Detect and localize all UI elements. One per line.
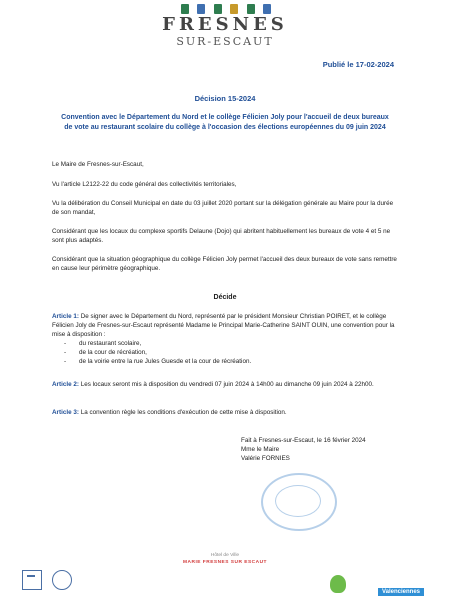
emblem-icon bbox=[230, 4, 238, 14]
preamble-considering-college: Considérant que la situation géographique du collège Félicien Joly permet l'accueil des deux bureaux de vote sans remettre en cause leur périmètre géographique. bbox=[52, 256, 397, 272]
signature-block bbox=[241, 436, 366, 463]
footer bbox=[0, 553, 450, 566]
emblem-icon bbox=[214, 4, 222, 14]
world-heritage-logo-icon bbox=[52, 570, 72, 590]
valenciennes-logo: Valenciennes bbox=[378, 588, 424, 596]
decide-heading: Décide bbox=[213, 294, 237, 301]
article-2-label: Article 2: bbox=[52, 381, 79, 388]
article-2 bbox=[52, 380, 398, 389]
unesco-logo-icon bbox=[22, 570, 42, 590]
signature-name: Valérie FORNIES bbox=[241, 455, 290, 462]
official-stamp-icon bbox=[261, 473, 337, 531]
footer-line: Hôtel de Ville bbox=[210, 553, 240, 558]
emblem-icon bbox=[263, 4, 271, 14]
emblem-icon bbox=[247, 4, 255, 14]
emblem-icon bbox=[197, 4, 205, 14]
decision-subject: Convention avec le Département du Nord et le collège Félicien Joly pour l'accueil de deux bureaux de vote au restaurant scolaire du collège à l'occasion des élections européennes du 09 juin 2024 bbox=[61, 114, 389, 131]
list-item: - de la cour de récréation, bbox=[52, 348, 398, 357]
article-1-items bbox=[52, 339, 398, 366]
signature-role: Mme le Maire bbox=[241, 446, 280, 453]
city-subtitle: SUR-ESCAUT bbox=[176, 35, 274, 48]
city-name: FRESNES bbox=[162, 14, 288, 35]
preamble-mayor: Le Maire de Fresnes-sur-Escaut, bbox=[52, 161, 144, 168]
article-3-label: Article 3: bbox=[52, 409, 79, 416]
mascot-logo-icon bbox=[330, 575, 346, 593]
signature-place-date: Fait à Fresnes-sur-Escaut, le 16 février 2024 bbox=[241, 437, 366, 444]
footer-tagline: MARIE FRESNES SUR ESCAUT bbox=[183, 559, 267, 565]
list-item: - de la voirie entre la rue Jules Guesde et la cour de récréation. bbox=[52, 357, 398, 366]
decision-title: Décision 15-2024 bbox=[194, 94, 256, 103]
preamble-considering-dojo: Considérant que les locaux du complexe sportifs Delaune (Dojo) qui abritent habituellement les bureaux de vote 4 et 5 ne sont plus adaptés. bbox=[52, 228, 391, 244]
article-1 bbox=[52, 312, 398, 366]
article-1-label: Article 1: bbox=[52, 313, 79, 320]
article-3 bbox=[52, 408, 398, 417]
emblem-icon bbox=[181, 4, 189, 14]
publication-date: Publié le 17-02-2024 bbox=[322, 60, 394, 69]
article-2-text: Les locaux seront mis à disposition du vendredi 07 juin 2024 à 14h00 au dimanche 09 juin 2024 à 22h00. bbox=[78, 381, 374, 388]
preamble-deliberation: Vu la délibération du Conseil Municipal en date du 03 juillet 2020 portant sur la délégation générale au Maire pour la durée de son mandat, bbox=[52, 200, 394, 216]
list-item: - du restaurant scolaire, bbox=[52, 339, 398, 348]
article-3-text: La convention règle les conditions d'exécution de cette mise à disposition. bbox=[78, 409, 287, 416]
preamble-article-cgct: Vu l'article L2122-22 du code général des collectivités territoriales, bbox=[52, 181, 237, 188]
article-1-text: De signer avec le Département du Nord, représenté par le président Monsieur Christian POIRET, et le collège Félicien Joly de Fresnes-sur-Escaut représenté Madame le Principal Marie-Catherine SAINT OUIN, une convention pour la mise à disposition : bbox=[52, 313, 395, 338]
